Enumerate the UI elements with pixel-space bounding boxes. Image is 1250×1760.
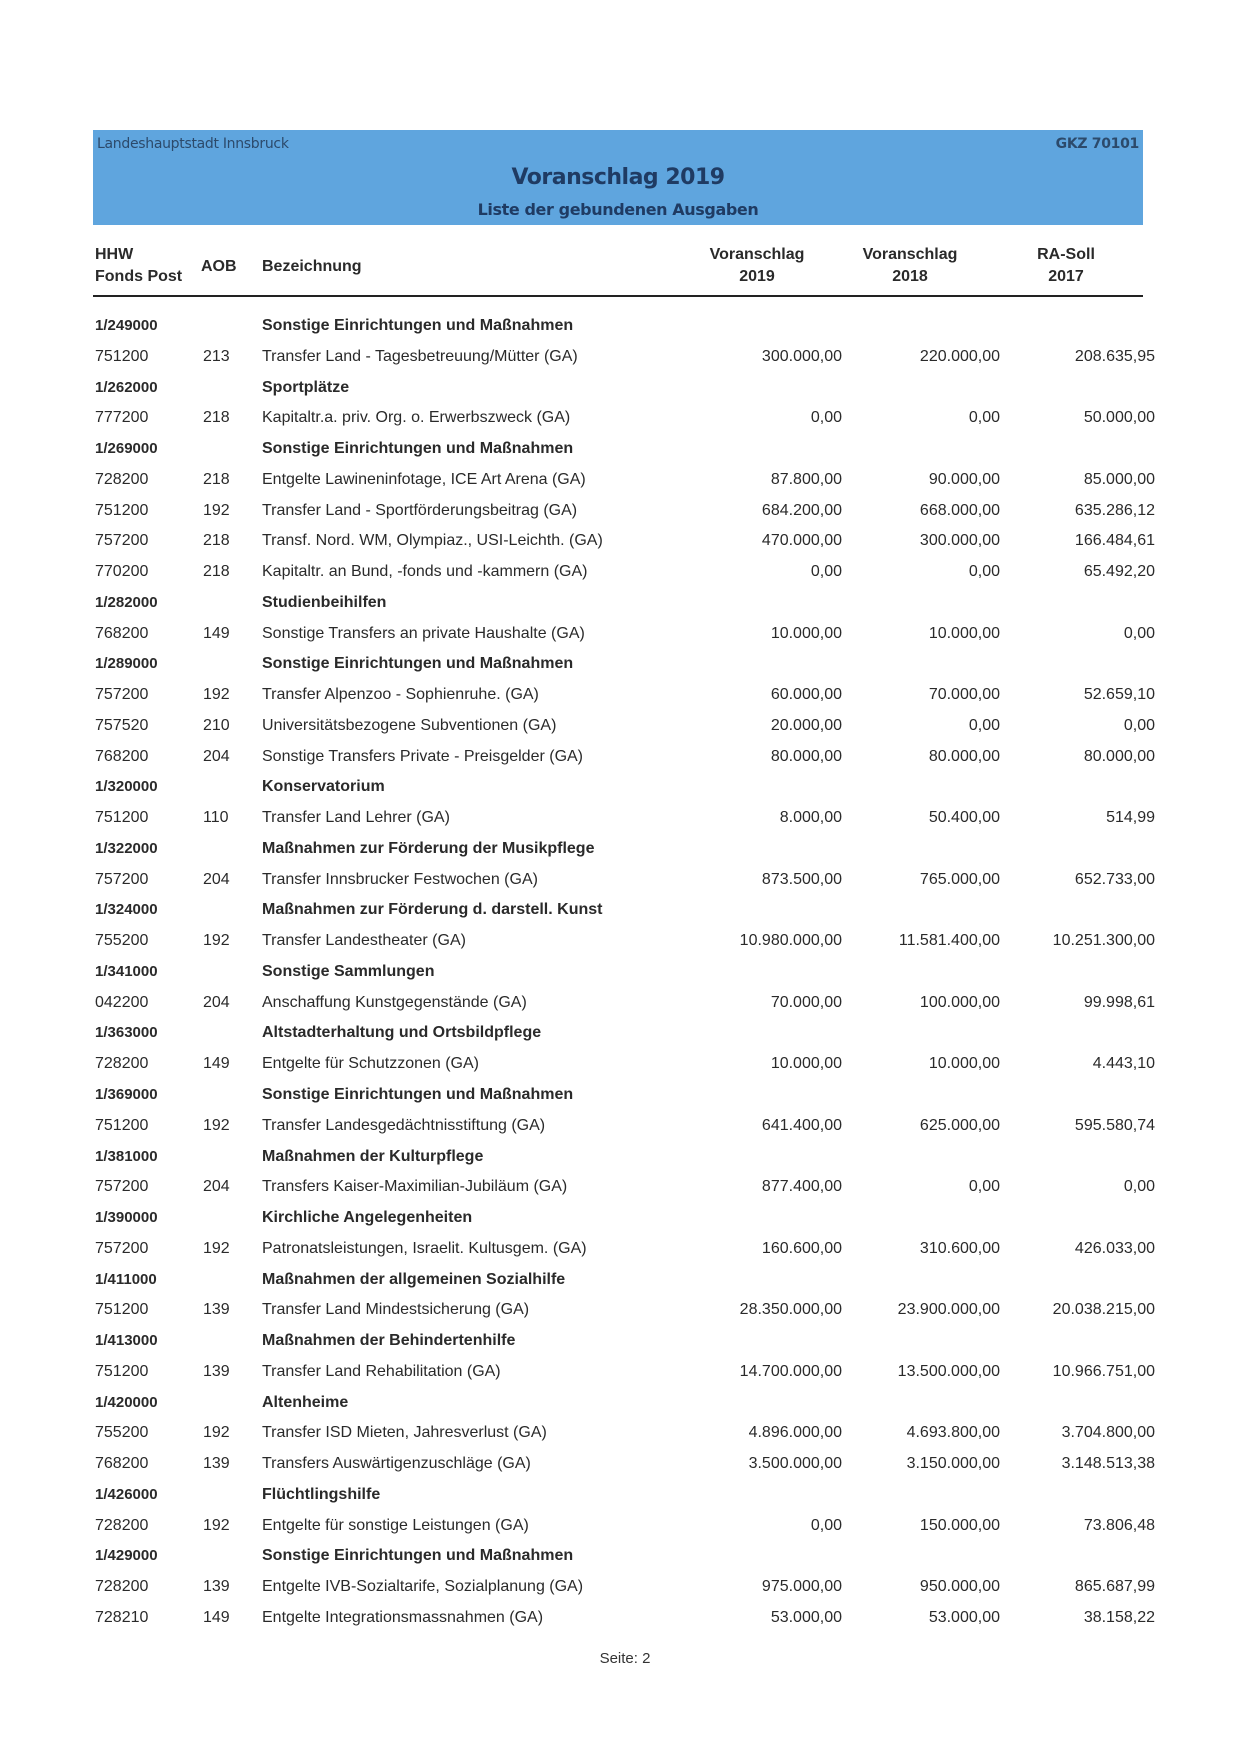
bezeichnung-cell: Universitätsbezogene Subventionen (GA) <box>262 716 557 734</box>
aob-cell: 204 <box>203 747 230 765</box>
bezeichnung-cell: Kapitaltr. an Bund, -fonds und -kammern (GA) <box>262 563 588 581</box>
column-header-2019-line1: Voranschlag <box>709 246 805 263</box>
group-header-row <box>0 373 1250 403</box>
voranschlag-2018-cell: 80.000,00 <box>928 747 1000 765</box>
table-row <box>0 1511 1250 1541</box>
voranschlag-2018-cell: 70.000,00 <box>928 686 1000 704</box>
column-header-bezeichnung: Bezeichnung <box>262 258 362 275</box>
aob-cell: 139 <box>203 1362 230 1380</box>
voranschlag-2019-cell: 87.800,00 <box>770 470 842 488</box>
bezeichnung-cell: Sonstige Transfers an private Haushalte (GA) <box>262 624 585 642</box>
fonds-cell: 728200 <box>95 1055 149 1073</box>
bezeichnung-cell: Kapitaltr.a. priv. Org. o. Erwerbszweck (GA) <box>262 409 571 427</box>
group-header-row <box>0 895 1250 925</box>
voranschlag-2018-cell: 23.900.000,00 <box>897 1301 1000 1319</box>
voranschlag-2019-cell: 0,00 <box>810 563 842 581</box>
ra-soll-2017-cell: 38.158,22 <box>1083 1608 1155 1626</box>
page-subtitle: Liste der gebundenen Ausgaben <box>477 200 759 219</box>
fonds-cell: 757200 <box>95 686 149 704</box>
table-row <box>0 1172 1250 1202</box>
bezeichnung-cell: Entgelte für Schutzzonen (GA) <box>262 1055 479 1073</box>
group-header-row <box>0 1142 1250 1172</box>
column-header-2018-line2: 2018 <box>892 268 928 285</box>
table-row <box>0 926 1250 956</box>
aob-cell: 192 <box>203 501 230 519</box>
fonds-cell: 1/320000 <box>95 778 158 796</box>
bezeichnung-cell: Sonstige Sammlungen <box>262 962 435 980</box>
table-row <box>0 1357 1250 1387</box>
ra-soll-2017-cell: 0,00 <box>1123 716 1155 734</box>
fonds-cell: 757200 <box>95 532 149 550</box>
fonds-cell: 1/282000 <box>95 593 158 611</box>
voranschlag-2018-cell: 310.600,00 <box>919 1239 1000 1257</box>
fonds-cell: 1/324000 <box>95 901 158 919</box>
voranschlag-2019-cell: 28.350.000,00 <box>739 1301 842 1319</box>
fonds-cell: 777200 <box>95 409 149 427</box>
group-header-row <box>0 649 1250 679</box>
voranschlag-2019-cell: 877.400,00 <box>761 1178 842 1196</box>
bezeichnung-cell: Maßnahmen der Behindertenhilfe <box>262 1332 516 1350</box>
page-number: Seite: 2 <box>599 1650 651 1667</box>
bezeichnung-cell: Entgelte für sonstige Leistungen (GA) <box>262 1516 529 1534</box>
voranschlag-2018-cell: 220.000,00 <box>919 347 1000 365</box>
table-row <box>0 865 1250 895</box>
voranschlag-2018-cell: 300.000,00 <box>919 532 1000 550</box>
voranschlag-2018-cell: 3.150.000,00 <box>906 1455 1000 1473</box>
bezeichnung-cell: Transfer Alpenzoo - Sophienruhe. (GA) <box>262 686 539 704</box>
ra-soll-2017-cell: 166.484,61 <box>1074 532 1155 550</box>
aob-cell: 139 <box>203 1578 230 1596</box>
aob-cell: 192 <box>203 932 230 950</box>
fonds-cell: 1/420000 <box>95 1393 158 1411</box>
organization-name: Landeshauptstadt Innsbruck <box>97 136 289 152</box>
bezeichnung-cell: Sportplätze <box>262 378 350 396</box>
bezeichnung-cell: Entgelte IVB-Sozialtarife, Sozialplanung (GA) <box>262 1578 584 1596</box>
voranschlag-2019-cell: 4.896.000,00 <box>748 1424 842 1442</box>
bezeichnung-cell: Sonstige Einrichtungen und Maßnahmen <box>262 1086 574 1103</box>
table-row <box>0 496 1250 526</box>
voranschlag-2019-cell: 684.200,00 <box>761 501 842 519</box>
table-row <box>0 342 1250 372</box>
table-row <box>0 803 1250 833</box>
group-header-row <box>0 1388 1250 1418</box>
voranschlag-2019-cell: 10.980.000,00 <box>739 932 842 950</box>
ra-soll-2017-cell: 865.687,99 <box>1074 1578 1155 1596</box>
group-header-row <box>0 588 1250 618</box>
voranschlag-2019-cell: 60.000,00 <box>770 686 842 704</box>
table-row <box>0 1572 1250 1602</box>
bezeichnung-cell: Maßnahmen zur Förderung d. darstell. Kunst <box>262 901 603 919</box>
voranschlag-2018-cell: 13.500.000,00 <box>897 1362 1000 1380</box>
group-header-row <box>0 434 1250 464</box>
fonds-cell: 751200 <box>95 1301 149 1319</box>
table-row <box>0 680 1250 710</box>
group-header-row <box>0 834 1250 864</box>
page-title: Voranschlag 2019 <box>511 165 725 190</box>
group-header-row <box>0 1480 1250 1510</box>
aob-cell: 149 <box>203 1055 230 1073</box>
ra-soll-2017-cell: 3.704.800,00 <box>1061 1424 1155 1442</box>
table-row <box>0 1449 1250 1479</box>
header-band <box>93 130 1143 225</box>
ra-soll-2017-cell: 73.806,48 <box>1083 1516 1155 1534</box>
column-header-voranschlag-2019 <box>682 244 832 288</box>
fonds-cell: 1/262000 <box>95 378 158 396</box>
fonds-cell: 1/390000 <box>95 1209 158 1227</box>
table-row <box>0 1418 1250 1448</box>
group-header-row <box>0 1326 1250 1356</box>
fonds-cell: 757200 <box>95 1178 149 1196</box>
gkz-code: GKZ 70101 <box>1055 136 1139 152</box>
bezeichnung-cell: Altstadterhaltung und Ortsbildpflege <box>262 1024 542 1042</box>
fonds-cell: 768200 <box>95 747 149 765</box>
aob-cell: 218 <box>203 532 230 550</box>
ra-soll-2017-cell: 4.443,10 <box>1092 1055 1155 1073</box>
bezeichnung-cell: Transfer Land - Tagesbetreuung/Mütter (GA) <box>262 347 578 365</box>
bezeichnung-cell: Kirchliche Angelegenheiten <box>262 1209 473 1227</box>
bezeichnung-cell: Transfer Landestheater (GA) <box>262 932 466 950</box>
ra-soll-2017-cell: 52.659,10 <box>1083 686 1155 704</box>
table-row <box>0 526 1250 556</box>
aob-cell: 218 <box>203 409 230 427</box>
table-row <box>0 1049 1250 1079</box>
group-header-row <box>0 957 1250 987</box>
voranschlag-2018-cell: 950.000,00 <box>919 1578 1000 1596</box>
ra-soll-2017-cell: 85.000,00 <box>1083 470 1155 488</box>
fonds-cell: 1/413000 <box>95 1332 158 1350</box>
bezeichnung-cell: Entgelte Lawineninfotage, ICE Art Arena (GA) <box>262 470 586 488</box>
aob-cell: 213 <box>203 347 230 365</box>
voranschlag-2019-cell: 20.000,00 <box>770 716 842 734</box>
fonds-cell: 757520 <box>95 716 149 734</box>
voranschlag-2019-cell: 70.000,00 <box>770 993 842 1011</box>
fonds-cell: 1/249000 <box>95 317 158 334</box>
column-header-2019-line2: 2019 <box>739 268 775 285</box>
ra-soll-2017-cell: 3.148.513,38 <box>1061 1455 1155 1473</box>
column-header-aob: AOB <box>201 258 237 275</box>
aob-cell: 110 <box>203 809 229 827</box>
bezeichnung-cell: Transfer Landesgedächtnisstiftung (GA) <box>262 1116 546 1134</box>
fonds-cell: 1/429000 <box>95 1547 158 1565</box>
ra-soll-2017-cell: 10.251.300,00 <box>1052 932 1155 950</box>
ra-soll-2017-cell: 635.286,12 <box>1074 501 1155 519</box>
aob-cell: 192 <box>203 1239 230 1257</box>
column-header-2017-line2: 2017 <box>1048 268 1084 285</box>
bezeichnung-cell: Transf. Nord. WM, Olympiaz., USI-Leichth. (GA) <box>262 532 603 550</box>
group-header-row <box>0 1203 1250 1233</box>
fonds-cell: 728210 <box>95 1608 149 1626</box>
bezeichnung-cell: Transfer ISD Mieten, Jahresverlust (GA) <box>262 1424 547 1442</box>
voranschlag-2018-cell: 53.000,00 <box>928 1608 1000 1626</box>
aob-cell: 218 <box>203 563 230 581</box>
voranschlag-2019-cell: 300.000,00 <box>761 347 842 365</box>
fonds-cell: 751200 <box>95 1362 149 1380</box>
ra-soll-2017-cell: 20.038.215,00 <box>1052 1301 1155 1319</box>
voranschlag-2019-cell: 470.000,00 <box>761 532 842 550</box>
bezeichnung-cell: Maßnahmen der Kulturpflege <box>262 1147 484 1165</box>
aob-cell: 139 <box>203 1455 230 1473</box>
voranschlag-2019-cell: 80.000,00 <box>770 747 842 765</box>
ra-soll-2017-cell: 0,00 <box>1123 624 1155 642</box>
voranschlag-2018-cell: 765.000,00 <box>919 870 1000 888</box>
ra-soll-2017-cell: 208.635,95 <box>1074 347 1155 365</box>
table-row <box>0 619 1250 649</box>
group-header-row <box>0 1541 1250 1571</box>
voranschlag-2019-cell: 0,00 <box>810 409 842 427</box>
fonds-cell: 1/289000 <box>95 655 158 673</box>
table-row <box>0 1234 1250 1264</box>
column-header-ra-soll-2017 <box>991 244 1141 288</box>
voranschlag-2019-cell: 873.500,00 <box>761 870 842 888</box>
group-header-row <box>0 1080 1250 1110</box>
bezeichnung-cell: Transfer Innsbrucker Festwochen (GA) <box>262 870 538 888</box>
fonds-cell: 042200 <box>95 993 149 1011</box>
bezeichnung-cell: Anschaffung Kunstgegenstände (GA) <box>262 993 527 1011</box>
table-row <box>0 1111 1250 1141</box>
group-header-row <box>0 772 1250 802</box>
aob-cell: 204 <box>203 1178 230 1196</box>
ra-soll-2017-cell: 652.733,00 <box>1074 870 1155 888</box>
voranschlag-2018-cell: 625.000,00 <box>919 1116 1000 1134</box>
fonds-cell: 1/426000 <box>95 1485 158 1503</box>
voranschlag-2018-cell: 0,00 <box>968 409 1000 427</box>
fonds-cell: 751200 <box>95 501 149 519</box>
bezeichnung-cell: Maßnahmen der allgemeinen Sozialhilfe <box>262 1270 566 1288</box>
fonds-cell: 728200 <box>95 1578 149 1596</box>
fonds-cell: 1/341000 <box>95 962 158 980</box>
column-header-2018-line1: Voranschlag <box>862 246 958 263</box>
aob-cell: 192 <box>203 1424 230 1442</box>
voranschlag-2019-cell: 8.000,00 <box>779 809 842 827</box>
voranschlag-2019-cell: 10.000,00 <box>770 624 842 642</box>
voranschlag-2018-cell: 50.400,00 <box>928 809 1000 827</box>
bezeichnung-cell: Sonstige Einrichtungen und Maßnahmen <box>262 440 574 458</box>
column-header-fonds <box>95 244 182 288</box>
voranschlag-2018-cell: 10.000,00 <box>928 1055 1000 1073</box>
fonds-cell: 757200 <box>95 1239 149 1257</box>
bezeichnung-cell: Maßnahmen zur Förderung der Musikpflege <box>262 839 595 857</box>
voranschlag-2018-cell: 4.693.800,00 <box>906 1424 1000 1442</box>
table-row <box>0 465 1250 495</box>
ra-soll-2017-cell: 50.000,00 <box>1083 409 1155 427</box>
fonds-cell: 728200 <box>95 470 149 488</box>
voranschlag-2018-cell: 150.000,00 <box>919 1516 1000 1534</box>
bezeichnung-cell: Studienbeihilfen <box>262 593 387 611</box>
voranschlag-2019-cell: 160.600,00 <box>761 1239 842 1257</box>
bezeichnung-cell: Sonstige Transfers Private - Preisgelder (GA) <box>262 747 584 765</box>
voranschlag-2018-cell: 11.581.400,00 <box>898 932 1000 950</box>
fonds-cell: 751200 <box>95 347 149 365</box>
voranschlag-2019-cell: 3.500.000,00 <box>748 1455 842 1473</box>
bezeichnung-cell: Konservatorium <box>262 778 385 796</box>
fonds-cell: 728200 <box>95 1516 149 1534</box>
bezeichnung-cell: Altenheime <box>262 1393 349 1411</box>
bezeichnung-cell: Transfer Land Lehrer (GA) <box>262 809 450 827</box>
ra-soll-2017-cell: 99.998,61 <box>1083 993 1155 1011</box>
ra-soll-2017-cell: 514,99 <box>1106 809 1155 827</box>
aob-cell: 139 <box>203 1301 230 1319</box>
bezeichnung-cell: Entgelte Integrationsmassnahmen (GA) <box>262 1608 544 1626</box>
ra-soll-2017-cell: 426.033,00 <box>1074 1239 1155 1257</box>
voranschlag-2018-cell: 0,00 <box>968 716 1000 734</box>
voranschlag-2019-cell: 975.000,00 <box>761 1578 842 1596</box>
aob-cell: 210 <box>203 716 230 734</box>
fonds-cell: 1/363000 <box>95 1024 158 1042</box>
fonds-cell: 1/369000 <box>95 1086 158 1103</box>
table-row <box>0 988 1250 1018</box>
fonds-cell: 1/381000 <box>95 1147 158 1165</box>
bezeichnung-cell: Sonstige Einrichtungen und Maßnahmen <box>262 1547 574 1565</box>
ra-soll-2017-cell: 10.966.751,00 <box>1052 1362 1155 1380</box>
ra-soll-2017-cell: 80.000,00 <box>1083 747 1155 765</box>
group-header-row <box>0 311 1250 341</box>
table-row <box>0 1603 1250 1633</box>
column-header-fonds-line2: Fonds Post <box>95 268 183 285</box>
aob-cell: 192 <box>203 1516 230 1534</box>
ra-soll-2017-cell: 595.580,74 <box>1074 1116 1155 1134</box>
aob-cell: 149 <box>203 624 230 642</box>
aob-cell: 192 <box>203 1116 230 1134</box>
bezeichnung-cell: Transfer Land Rehabilitation (GA) <box>262 1362 501 1380</box>
aob-cell: 192 <box>203 686 230 704</box>
bezeichnung-cell: Sonstige Einrichtungen und Maßnahmen <box>262 655 574 673</box>
bezeichnung-cell: Patronatsleistungen, Israelit. Kultusgem. (GA) <box>262 1239 587 1257</box>
voranschlag-2018-cell: 668.000,00 <box>919 501 1000 519</box>
ra-soll-2017-cell: 65.492,20 <box>1083 563 1155 581</box>
fonds-cell: 751200 <box>95 809 149 827</box>
group-header-row <box>0 1018 1250 1048</box>
bezeichnung-cell: Transfer Land Mindestsicherung (GA) <box>262 1301 530 1319</box>
bezeichnung-cell: Transfer Land - Sportförderungsbeitrag (GA) <box>262 501 578 519</box>
fonds-cell: 768200 <box>95 1455 149 1473</box>
fonds-cell: 1/322000 <box>95 839 158 857</box>
column-header-2017-line1: RA-Soll <box>1037 246 1095 263</box>
bezeichnung-cell: Transfers Kaiser-Maximilian-Jubiläum (GA) <box>262 1178 568 1196</box>
table-row <box>0 1295 1250 1325</box>
voranschlag-2018-cell: 10.000,00 <box>928 624 1000 642</box>
voranschlag-2018-cell: 90.000,00 <box>928 470 1000 488</box>
bezeichnung-cell: Sonstige Einrichtungen und Maßnahmen <box>262 317 574 334</box>
table-row <box>0 557 1250 587</box>
voranschlag-2018-cell: 0,00 <box>968 1178 1000 1196</box>
fonds-cell: 1/269000 <box>95 440 158 458</box>
voranschlag-2019-cell: 10.000,00 <box>770 1055 842 1073</box>
table-row <box>0 403 1250 433</box>
aob-cell: 204 <box>203 870 230 888</box>
column-header-voranschlag-2018 <box>835 244 985 288</box>
fonds-cell: 770200 <box>95 563 149 581</box>
bezeichnung-cell: Transfers Auswärtigenzuschläge (GA) <box>262 1455 531 1473</box>
group-header-row <box>0 1265 1250 1295</box>
fonds-cell: 751200 <box>95 1116 149 1134</box>
header-divider <box>93 295 1143 297</box>
voranschlag-2018-cell: 100.000,00 <box>919 993 1000 1011</box>
ra-soll-2017-cell: 0,00 <box>1123 1178 1155 1196</box>
fonds-cell: 768200 <box>95 624 149 642</box>
table-row <box>0 711 1250 741</box>
bezeichnung-cell: Flüchtlingshilfe <box>262 1485 381 1503</box>
column-header-fonds-line1: HHW <box>95 246 134 263</box>
table-row <box>0 742 1250 772</box>
voranschlag-2018-cell: 0,00 <box>968 563 1000 581</box>
aob-cell: 218 <box>203 470 230 488</box>
voranschlag-2019-cell: 53.000,00 <box>770 1608 842 1626</box>
fonds-cell: 1/411000 <box>95 1270 157 1288</box>
fonds-cell: 755200 <box>95 1424 149 1442</box>
fonds-cell: 757200 <box>95 870 149 888</box>
aob-cell: 204 <box>203 993 230 1011</box>
voranschlag-2019-cell: 14.700.000,00 <box>739 1362 842 1380</box>
voranschlag-2019-cell: 0,00 <box>810 1516 842 1534</box>
fonds-cell: 755200 <box>95 932 149 950</box>
voranschlag-2019-cell: 641.400,00 <box>761 1116 842 1134</box>
aob-cell: 149 <box>203 1608 230 1626</box>
